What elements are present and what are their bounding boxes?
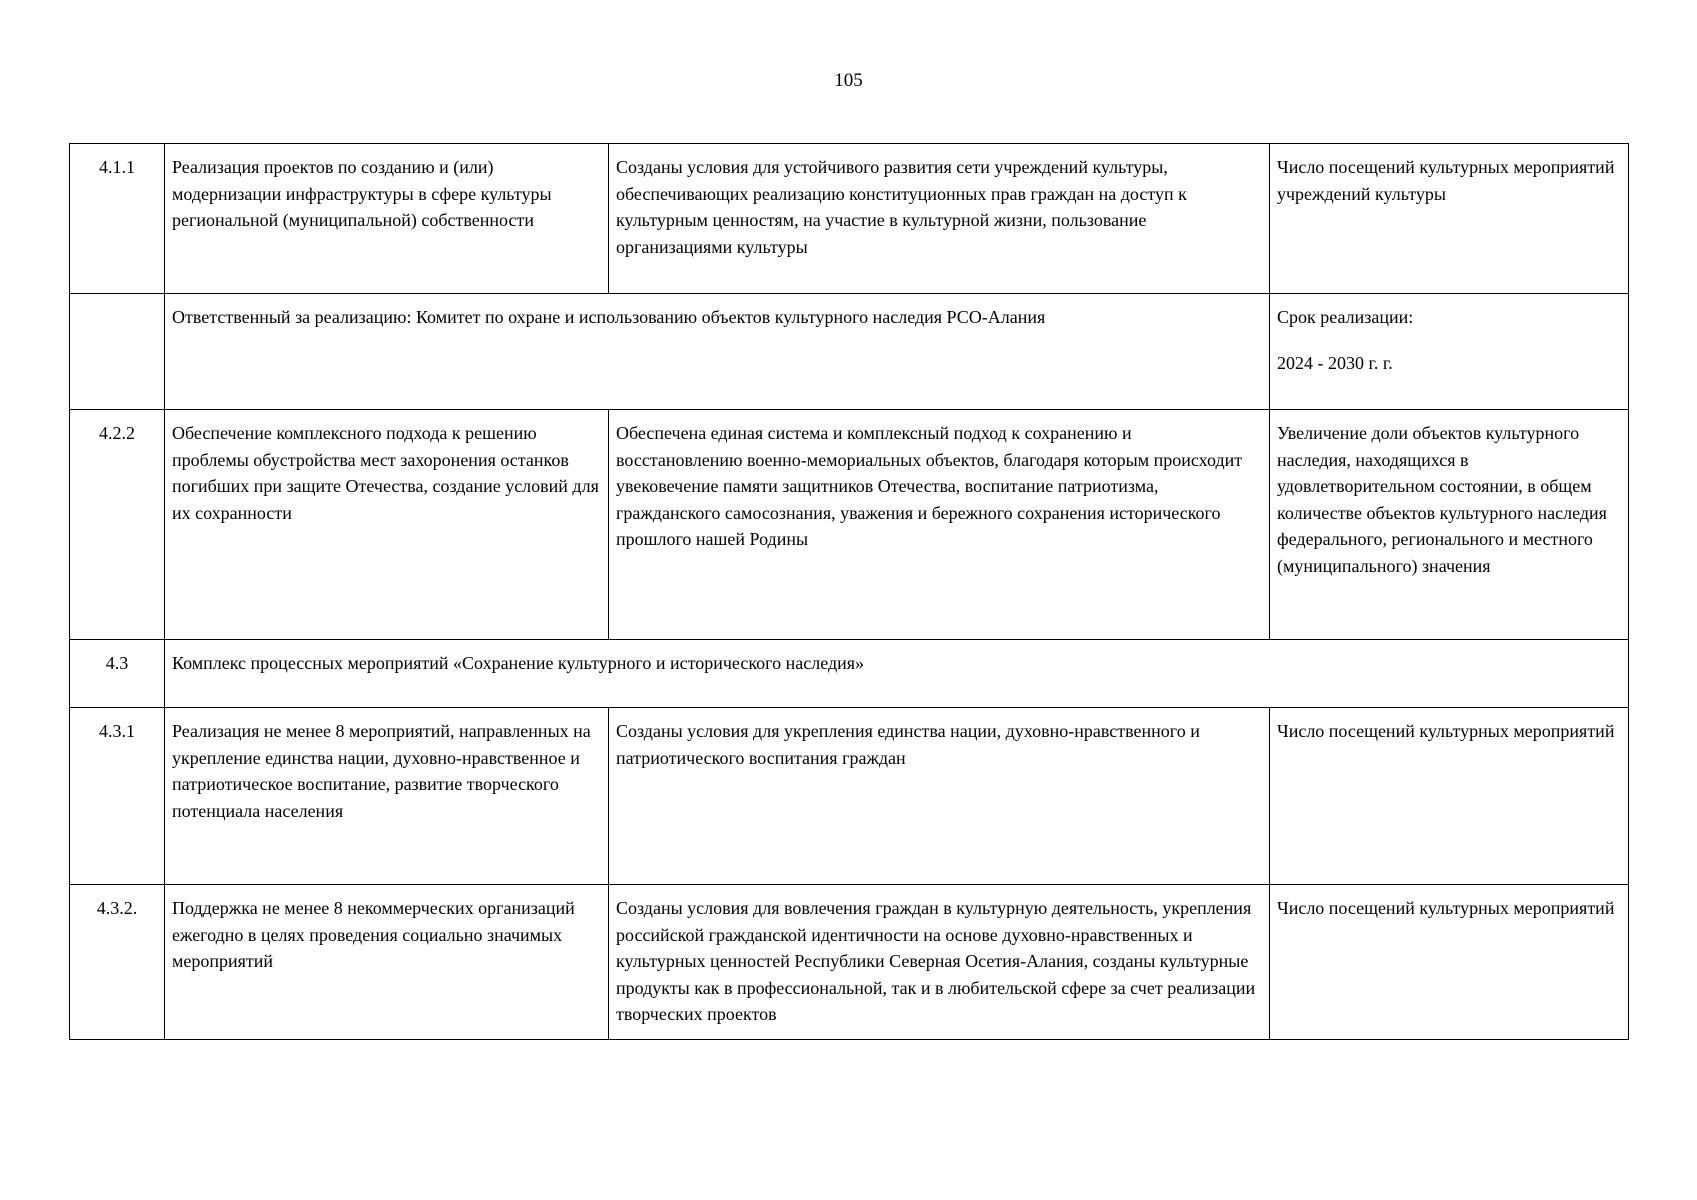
term-value: 2024 - 2030 г. г. (1277, 352, 1393, 373)
term-label: Срок реализации: (1277, 307, 1414, 327)
table-row (70, 885, 1629, 1040)
table-row (70, 410, 1629, 640)
indicator-cell: Число посещений культурных мероприятий учреждений культуры (1270, 144, 1629, 294)
row-number: 4.3.2. (70, 885, 165, 1040)
table-row (70, 708, 1629, 885)
indicator-cell: Число посещений культурных мероприятий (1270, 708, 1629, 885)
effect-cell: Созданы условия для устойчивого развития сети учреждений культуры, обеспечивающих реализацию конституционных прав граждан на доступ к культурным ценностям, на участие в культурной жизни, пользование организациями культуры (609, 144, 1270, 294)
table-row (70, 640, 1629, 708)
effect-cell: Обеспечена единая система и комплексный подход к сохранению и восстановлению военно-мемориальных объектов, благодаря которым происходит увековечение памяти защитников Отечества, воспитание патриотизма, гражданского самосознания, уважения и бережного сохранения исторического прошлого нашей Родины (609, 410, 1270, 640)
page-number: 105 (834, 70, 863, 91)
row-number: 4.3.1 (70, 708, 165, 885)
table-row (70, 144, 1629, 294)
section-title-cell: Комплекс процессных мероприятий «Сохранение культурного и исторического наследия» (165, 640, 1629, 708)
task-cell: Поддержка не менее 8 некоммерческих организаций ежегодно в целях проведения социально значимых мероприятий (165, 885, 609, 1040)
row-number: 4.2.2 (70, 410, 165, 640)
row-number: 4.3 (70, 640, 165, 708)
term-cell (1270, 294, 1629, 410)
indicator-cell: Увеличение доли объектов культурного наследия, находящихся в удовлетворительном состоянии, в общем количестве объектов культурного наследия федерального, регионального и местного (муниципального) значения (1270, 410, 1629, 640)
responsible-cell: Ответственный за реализацию: Комитет по охране и использованию объектов культурного наследия РСО-Алания (165, 294, 1270, 410)
row-number-empty (70, 294, 165, 410)
table-row (70, 294, 1629, 410)
task-cell: Реализация не менее 8 мероприятий, направленных на укрепление единства нации, духовно-нравственное и патриотическое воспитание, развитие творческого потенциала населения (165, 708, 609, 885)
effect-cell: Созданы условия для вовлечения граждан в культурную деятельность, укрепления российской гражданской идентичности на основе духовно-нравственных и культурных ценностей Республики Северная Осетия-Алания, созданы культурные продукты как в профессиональной, так и в любительской сфере за счет реализации творческих проектов (609, 885, 1270, 1040)
effect-cell: Созданы условия для укрепления единства нации, духовно-нравственного и патриотического воспитания граждан (609, 708, 1270, 885)
measures-table (69, 143, 1629, 1040)
indicator-cell: Число посещений культурных мероприятий (1270, 885, 1629, 1040)
task-cell: Обеспечение комплексного подхода к решению проблемы обустройства мест захоронения останков погибших при защите Отечества, создание условий для их сохранности (165, 410, 609, 640)
task-cell: Реализация проектов по созданию и (или) модернизации инфраструктуры в сфере культуры региональной (муниципальной) собственности (165, 144, 609, 294)
row-number: 4.1.1 (70, 144, 165, 294)
